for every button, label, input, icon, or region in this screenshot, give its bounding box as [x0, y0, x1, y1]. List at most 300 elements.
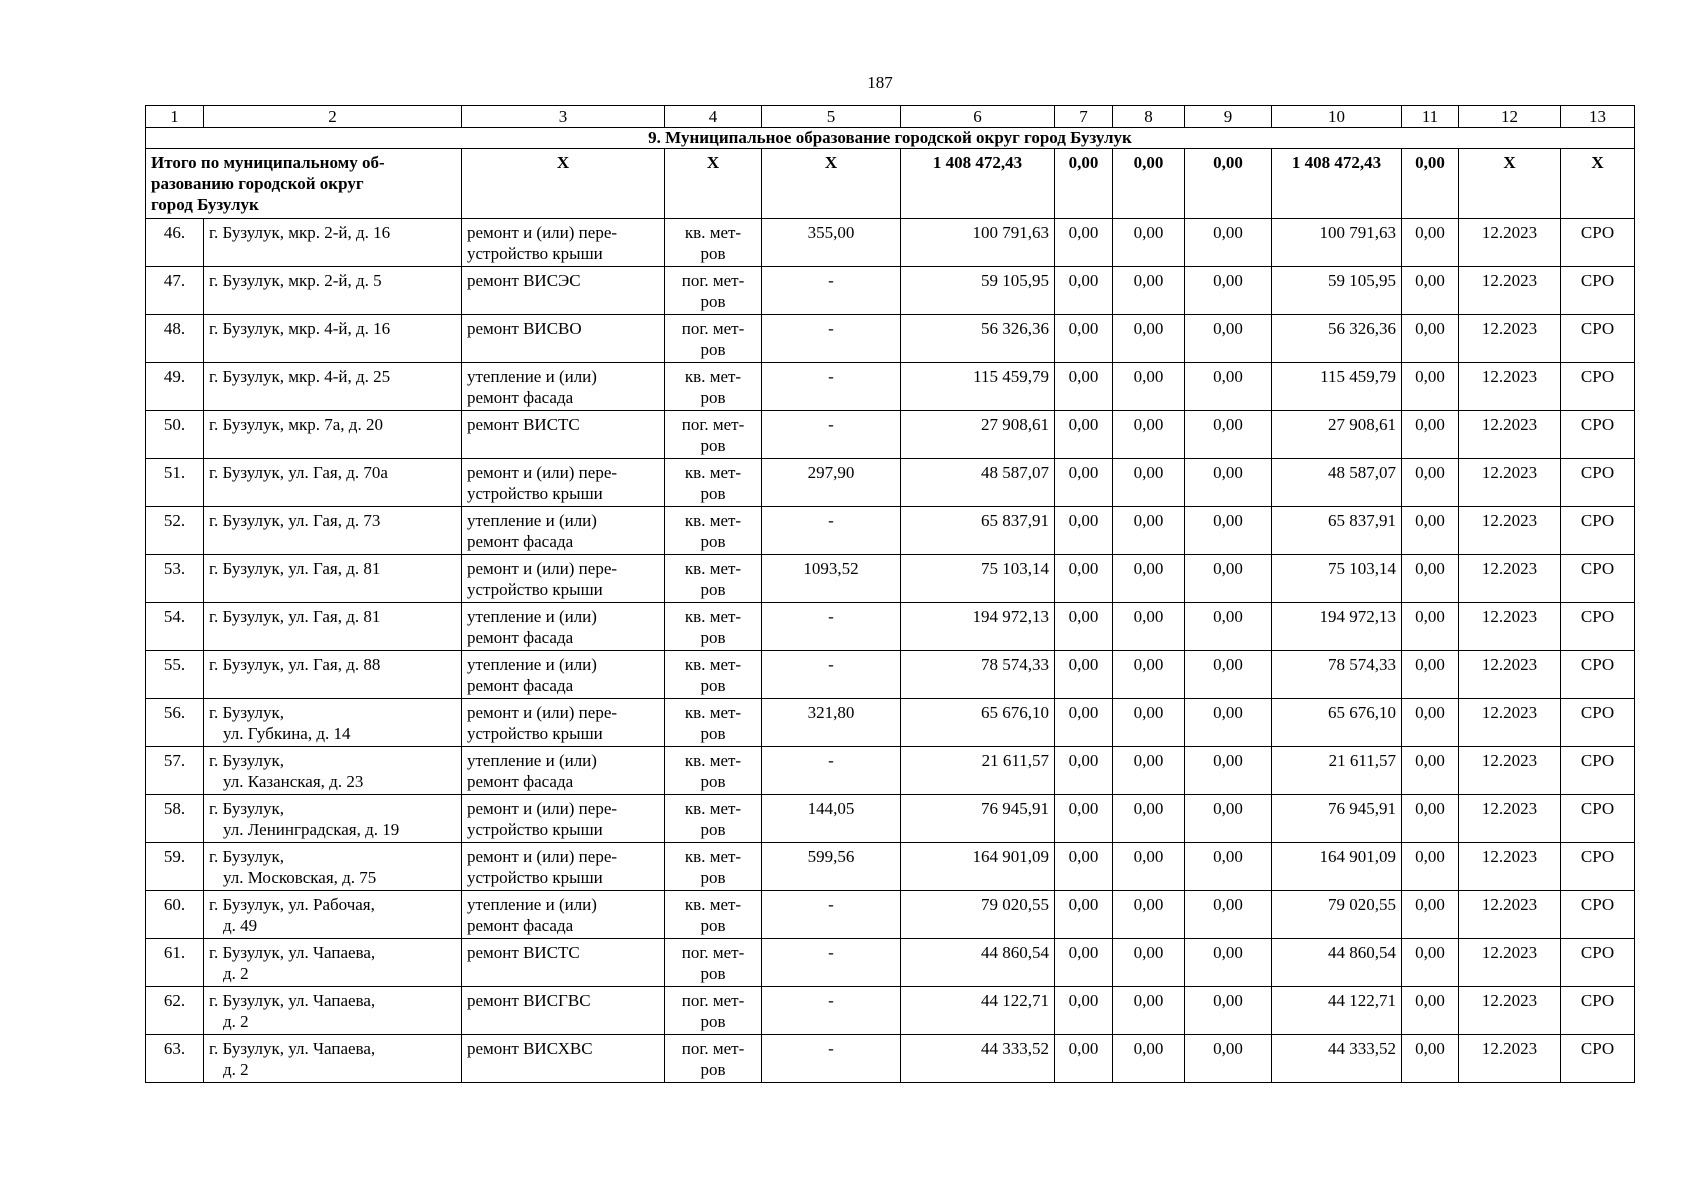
- value-col9: 0,00: [1185, 987, 1272, 1035]
- unit-line: кв. мет-: [684, 655, 742, 674]
- work-type: [462, 267, 665, 315]
- cost-fund: 59 105,95: [1272, 267, 1402, 315]
- deadline: 12.2023: [1459, 363, 1561, 411]
- total-cell: X: [1561, 149, 1635, 219]
- value-col7: 0,00: [1055, 555, 1113, 603]
- column-number: 3: [462, 106, 665, 128]
- executor: СРО: [1561, 411, 1635, 459]
- value-col11: 0,00: [1402, 747, 1459, 795]
- address: [204, 987, 462, 1035]
- value-col8: 0,00: [1113, 699, 1185, 747]
- executor: СРО: [1561, 219, 1635, 267]
- value-col11: 0,00: [1402, 459, 1459, 507]
- work-type-line: ремонт фасада: [467, 676, 574, 695]
- cost: 65 837,91: [901, 507, 1055, 555]
- cost-fund: 44 333,52: [1272, 1035, 1402, 1083]
- unit-line: кв. мет-: [684, 751, 742, 770]
- unit: [665, 459, 762, 507]
- page-number: 187: [867, 73, 893, 92]
- address: [204, 795, 462, 843]
- work-type-line: утепление и (или): [467, 751, 597, 770]
- unit-line: ров: [700, 388, 726, 407]
- unit: [665, 939, 762, 987]
- value-col9: 0,00: [1185, 267, 1272, 315]
- deadline: 12.2023: [1459, 795, 1561, 843]
- value-col7: 0,00: [1055, 315, 1113, 363]
- executor: СРО: [1561, 651, 1635, 699]
- cost: 48 587,07: [901, 459, 1055, 507]
- value-col9: 0,00: [1185, 699, 1272, 747]
- address-line: г. Бузулук, ул. Рабочая,: [209, 895, 375, 914]
- work-type: [462, 843, 665, 891]
- unit-line: ров: [700, 580, 726, 599]
- address: [204, 411, 462, 459]
- value-col8: 0,00: [1113, 459, 1185, 507]
- unit-line: кв. мет-: [684, 223, 742, 242]
- column-number: 2: [204, 106, 462, 128]
- cost-fund: 78 574,33: [1272, 651, 1402, 699]
- section-title: 9. Муниципальное образование городской округ город Бузулук: [146, 128, 1635, 149]
- deadline: 12.2023: [1459, 843, 1561, 891]
- unit: [665, 267, 762, 315]
- quantity: -: [762, 267, 901, 315]
- column-number: 10: [1272, 106, 1402, 128]
- quantity: -: [762, 507, 901, 555]
- cost-fund: 21 611,57: [1272, 747, 1402, 795]
- row-number: 61.: [146, 939, 204, 987]
- value-col7: 0,00: [1055, 603, 1113, 651]
- work-type-line: ремонт и (или) пере-: [467, 463, 618, 482]
- total-cell: X: [462, 149, 665, 219]
- unit-line: ров: [700, 292, 726, 311]
- quantity: 355,00: [762, 219, 901, 267]
- executor: СРО: [1561, 555, 1635, 603]
- value-col8: 0,00: [1113, 507, 1185, 555]
- work-type-line: утепление и (или): [467, 607, 597, 626]
- unit-line: кв. мет-: [684, 463, 742, 482]
- unit-line: ров: [700, 676, 726, 695]
- address: [204, 267, 462, 315]
- unit-line: ров: [700, 532, 726, 551]
- value-col11: 0,00: [1402, 699, 1459, 747]
- value-col11: 0,00: [1402, 507, 1459, 555]
- unit-line: ров: [700, 628, 726, 647]
- value-col8: 0,00: [1113, 267, 1185, 315]
- value-col8: 0,00: [1113, 651, 1185, 699]
- address: [204, 507, 462, 555]
- quantity: 321,80: [762, 699, 901, 747]
- cost: 44 122,71: [901, 987, 1055, 1035]
- unit-line: пог. мет-: [681, 319, 745, 338]
- value-col8: 0,00: [1113, 747, 1185, 795]
- cost: 76 945,91: [901, 795, 1055, 843]
- table-row: [146, 795, 1635, 843]
- value-col9: 0,00: [1185, 651, 1272, 699]
- column-number: 12: [1459, 106, 1561, 128]
- quantity: -: [762, 1035, 901, 1083]
- table-row: [146, 555, 1635, 603]
- deadline: 12.2023: [1459, 219, 1561, 267]
- unit: [665, 315, 762, 363]
- unit: [665, 507, 762, 555]
- address: [204, 363, 462, 411]
- address-line: г. Бузулук, ул. Гая, д. 73: [209, 511, 381, 530]
- address-line: г. Бузулук,: [209, 847, 284, 866]
- value-col7: 0,00: [1055, 219, 1113, 267]
- address-line: г. Бузулук,: [209, 799, 284, 818]
- cost-fund: 65 676,10: [1272, 699, 1402, 747]
- value-col9: 0,00: [1185, 603, 1272, 651]
- executor: СРО: [1561, 315, 1635, 363]
- table-row: [146, 603, 1635, 651]
- value-col9: 0,00: [1185, 219, 1272, 267]
- unit-line: ров: [700, 1060, 726, 1079]
- table-row: [146, 747, 1635, 795]
- deadline: 12.2023: [1459, 411, 1561, 459]
- deadline: 12.2023: [1459, 555, 1561, 603]
- cost: 44 333,52: [901, 1035, 1055, 1083]
- address: [204, 459, 462, 507]
- unit-line: кв. мет-: [684, 367, 742, 386]
- executor: СРО: [1561, 747, 1635, 795]
- table-row: [146, 411, 1635, 459]
- cost: 59 105,95: [901, 267, 1055, 315]
- value-col7: 0,00: [1055, 987, 1113, 1035]
- quantity: -: [762, 315, 901, 363]
- work-type: [462, 555, 665, 603]
- unit-line: пог. мет-: [681, 991, 745, 1010]
- work-type: [462, 363, 665, 411]
- executor: СРО: [1561, 843, 1635, 891]
- value-col9: 0,00: [1185, 555, 1272, 603]
- quantity: -: [762, 651, 901, 699]
- total-label-line: Итого по муниципальному об-: [151, 153, 385, 172]
- deadline: 12.2023: [1459, 507, 1561, 555]
- value-col7: 0,00: [1055, 267, 1113, 315]
- address-line: г. Бузулук, ул. Гая, д. 88: [209, 655, 381, 674]
- cost: 164 901,09: [901, 843, 1055, 891]
- unit: [665, 603, 762, 651]
- executor: СРО: [1561, 507, 1635, 555]
- table-row: [146, 843, 1635, 891]
- value-col7: 0,00: [1055, 1035, 1113, 1083]
- address-line: д. 2: [223, 1012, 249, 1031]
- work-type-line: утепление и (или): [467, 655, 597, 674]
- cost: 27 908,61: [901, 411, 1055, 459]
- total-cell: X: [1459, 149, 1561, 219]
- value-col7: 0,00: [1055, 891, 1113, 939]
- work-type-line: ремонт и (или) пере-: [467, 847, 618, 866]
- unit-line: кв. мет-: [684, 847, 742, 866]
- table-row: [146, 315, 1635, 363]
- column-number-row: [146, 106, 1635, 128]
- table-row: [146, 987, 1635, 1035]
- value-col9: 0,00: [1185, 363, 1272, 411]
- address-line: г. Бузулук,: [209, 751, 284, 770]
- quantity: -: [762, 747, 901, 795]
- address-line: д. 49: [223, 916, 258, 935]
- row-number: 62.: [146, 987, 204, 1035]
- deadline: 12.2023: [1459, 267, 1561, 315]
- unit-line: кв. мет-: [684, 703, 742, 722]
- value-col8: 0,00: [1113, 987, 1185, 1035]
- address-line: д. 2: [223, 964, 249, 983]
- row-number: 47.: [146, 267, 204, 315]
- address: [204, 555, 462, 603]
- executor: СРО: [1561, 891, 1635, 939]
- work-type: [462, 1035, 665, 1083]
- unit: [665, 219, 762, 267]
- row-number: 54.: [146, 603, 204, 651]
- value-col9: 0,00: [1185, 795, 1272, 843]
- table-row: [146, 939, 1635, 987]
- total-cell: 0,00: [1185, 149, 1272, 219]
- table-row: [146, 267, 1635, 315]
- unit: [665, 891, 762, 939]
- value-col7: 0,00: [1055, 939, 1113, 987]
- address-line: г. Бузулук, мкр. 4-й, д. 16: [209, 319, 391, 338]
- column-number: 9: [1185, 106, 1272, 128]
- unit-line: ров: [700, 964, 726, 983]
- address-line: ул. Ленинградская, д. 19: [223, 820, 400, 839]
- table-row: [146, 459, 1635, 507]
- work-type-line: ремонт и (или) пере-: [467, 559, 618, 578]
- row-number: 56.: [146, 699, 204, 747]
- deadline: 12.2023: [1459, 603, 1561, 651]
- value-col9: 0,00: [1185, 747, 1272, 795]
- work-type: [462, 459, 665, 507]
- value-col11: 0,00: [1402, 363, 1459, 411]
- value-col7: 0,00: [1055, 747, 1113, 795]
- unit-line: пог. мет-: [681, 415, 745, 434]
- value-col7: 0,00: [1055, 411, 1113, 459]
- work-type-line: ремонт и (или) пере-: [467, 703, 618, 722]
- work-type: [462, 219, 665, 267]
- row-number: 48.: [146, 315, 204, 363]
- unit-line: ров: [700, 820, 726, 839]
- executor: СРО: [1561, 267, 1635, 315]
- cost-fund: 76 945,91: [1272, 795, 1402, 843]
- work-type-line: утепление и (или): [467, 367, 597, 386]
- total-cell: 0,00: [1402, 149, 1459, 219]
- work-type-line: ремонт и (или) пере-: [467, 799, 618, 818]
- value-col7: 0,00: [1055, 459, 1113, 507]
- deadline: 12.2023: [1459, 459, 1561, 507]
- work-type-line: ремонт фасада: [467, 532, 574, 551]
- unit: [665, 555, 762, 603]
- work-type-line: устройство крыши: [467, 868, 603, 887]
- unit-line: ров: [700, 436, 726, 455]
- quantity: 599,56: [762, 843, 901, 891]
- work-type-line: ремонт ВИСВО: [467, 319, 582, 338]
- row-number: 58.: [146, 795, 204, 843]
- row-number: 53.: [146, 555, 204, 603]
- unit: [665, 1035, 762, 1083]
- cost-fund: 115 459,79: [1272, 363, 1402, 411]
- value-col7: 0,00: [1055, 363, 1113, 411]
- column-number: 13: [1561, 106, 1635, 128]
- cost: 79 020,55: [901, 891, 1055, 939]
- cost: 115 459,79: [901, 363, 1055, 411]
- work-type-line: ремонт и (или) пере-: [467, 223, 618, 242]
- value-col11: 0,00: [1402, 843, 1459, 891]
- work-type-line: утепление и (или): [467, 511, 597, 530]
- row-number: 55.: [146, 651, 204, 699]
- address-line: г. Бузулук, ул. Чапаева,: [209, 943, 376, 962]
- executor: СРО: [1561, 939, 1635, 987]
- cost-fund: 100 791,63: [1272, 219, 1402, 267]
- unit-line: пог. мет-: [681, 1039, 745, 1058]
- work-type-line: устройство крыши: [467, 724, 603, 743]
- value-col8: 0,00: [1113, 603, 1185, 651]
- executor: СРО: [1561, 363, 1635, 411]
- address-line: ул. Казанская, д. 23: [223, 772, 364, 791]
- work-type: [462, 987, 665, 1035]
- row-number: 46.: [146, 219, 204, 267]
- cost-fund: 56 326,36: [1272, 315, 1402, 363]
- work-type-line: ремонт ВИСЭС: [467, 271, 581, 290]
- value-col11: 0,00: [1402, 795, 1459, 843]
- address: [204, 651, 462, 699]
- value-col8: 0,00: [1113, 219, 1185, 267]
- row-number: 57.: [146, 747, 204, 795]
- address-line: г. Бузулук, мкр. 7а, д. 20: [209, 415, 383, 434]
- address-line: ул. Московская, д. 75: [223, 868, 377, 887]
- table-row: [146, 1035, 1635, 1083]
- deadline: 12.2023: [1459, 747, 1561, 795]
- value-col11: 0,00: [1402, 651, 1459, 699]
- executor: СРО: [1561, 603, 1635, 651]
- work-type-line: устройство крыши: [467, 484, 603, 503]
- work-type: [462, 651, 665, 699]
- quantity: -: [762, 939, 901, 987]
- deadline: 12.2023: [1459, 315, 1561, 363]
- address: [204, 891, 462, 939]
- work-type: [462, 891, 665, 939]
- value-col11: 0,00: [1402, 411, 1459, 459]
- address-line: г. Бузулук, ул. Гая, д. 81: [209, 607, 381, 626]
- address: [204, 603, 462, 651]
- address-line: г. Бузулук, мкр. 2-й, д. 16: [209, 223, 391, 242]
- table-row: [146, 651, 1635, 699]
- address-line: г. Бузулук, ул. Гая, д. 70а: [209, 463, 388, 482]
- cost: 65 676,10: [901, 699, 1055, 747]
- unit-line: кв. мет-: [684, 799, 742, 818]
- work-type-line: ремонт фасада: [467, 628, 574, 647]
- value-col11: 0,00: [1402, 939, 1459, 987]
- row-number: 50.: [146, 411, 204, 459]
- executor: СРО: [1561, 699, 1635, 747]
- quantity: -: [762, 411, 901, 459]
- table-row: [146, 891, 1635, 939]
- value-col11: 0,00: [1402, 555, 1459, 603]
- unit-line: кв. мет-: [684, 511, 742, 530]
- deadline: 12.2023: [1459, 987, 1561, 1035]
- column-number: 11: [1402, 106, 1459, 128]
- value-col11: 0,00: [1402, 267, 1459, 315]
- deadline: 12.2023: [1459, 1035, 1561, 1083]
- cost-fund: 44 122,71: [1272, 987, 1402, 1035]
- cost-fund: 44 860,54: [1272, 939, 1402, 987]
- work-type-line: ремонт фасада: [467, 388, 574, 407]
- unit-line: кв. мет-: [684, 607, 742, 626]
- value-col8: 0,00: [1113, 411, 1185, 459]
- value-col9: 0,00: [1185, 939, 1272, 987]
- cost-fund: 194 972,13: [1272, 603, 1402, 651]
- deadline: 12.2023: [1459, 939, 1561, 987]
- work-type-line: устройство крыши: [467, 244, 603, 263]
- value-col8: 0,00: [1113, 555, 1185, 603]
- value-col9: 0,00: [1185, 459, 1272, 507]
- work-type: [462, 939, 665, 987]
- column-number: 1: [146, 106, 204, 128]
- value-col9: 0,00: [1185, 411, 1272, 459]
- value-col8: 0,00: [1113, 939, 1185, 987]
- cost-fund: 65 837,91: [1272, 507, 1402, 555]
- total-label-line: разованию городской округ: [151, 174, 364, 193]
- address: [204, 699, 462, 747]
- value-col8: 0,00: [1113, 1035, 1185, 1083]
- unit: [665, 843, 762, 891]
- column-number: 7: [1055, 106, 1113, 128]
- unit: [665, 699, 762, 747]
- work-type-line: ремонт ВИСХВС: [467, 1039, 593, 1058]
- executor: СРО: [1561, 795, 1635, 843]
- total-label-line: город Бузулук: [151, 195, 259, 214]
- unit: [665, 651, 762, 699]
- work-type: [462, 699, 665, 747]
- quantity: 297,90: [762, 459, 901, 507]
- row-number: 59.: [146, 843, 204, 891]
- row-number: 51.: [146, 459, 204, 507]
- value-col8: 0,00: [1113, 315, 1185, 363]
- value-col7: 0,00: [1055, 507, 1113, 555]
- row-number: 63.: [146, 1035, 204, 1083]
- unit: [665, 411, 762, 459]
- value-col9: 0,00: [1185, 315, 1272, 363]
- row-number: 52.: [146, 507, 204, 555]
- address-line: г. Бузулук, ул. Гая, д. 81: [209, 559, 381, 578]
- column-number: 6: [901, 106, 1055, 128]
- unit: [665, 747, 762, 795]
- table-row: [146, 363, 1635, 411]
- work-type-line: устройство крыши: [467, 580, 603, 599]
- value-col11: 0,00: [1402, 315, 1459, 363]
- total-cell: X: [762, 149, 901, 219]
- unit: [665, 987, 762, 1035]
- deadline: 12.2023: [1459, 699, 1561, 747]
- address-line: г. Бузулук, ул. Чапаева,: [209, 1039, 376, 1058]
- value-col11: 0,00: [1402, 1035, 1459, 1083]
- value-col9: 0,00: [1185, 507, 1272, 555]
- cost: 75 103,14: [901, 555, 1055, 603]
- cost: 78 574,33: [901, 651, 1055, 699]
- address: [204, 843, 462, 891]
- address-line: д. 2: [223, 1060, 249, 1079]
- table-row: [146, 507, 1635, 555]
- total-cost-fund: 1 408 472,43: [1272, 149, 1402, 219]
- work-type-line: ремонт ВИСТС: [467, 415, 580, 434]
- work-type-line: устройство крыши: [467, 820, 603, 839]
- unit-line: кв. мет-: [684, 895, 742, 914]
- executor: СРО: [1561, 459, 1635, 507]
- unit: [665, 363, 762, 411]
- total-cell: 0,00: [1113, 149, 1185, 219]
- value-col7: 0,00: [1055, 651, 1113, 699]
- cost-fund: 48 587,07: [1272, 459, 1402, 507]
- row-number: 49.: [146, 363, 204, 411]
- address-line: г. Бузулук, мкр. 4-й, д. 25: [209, 367, 391, 386]
